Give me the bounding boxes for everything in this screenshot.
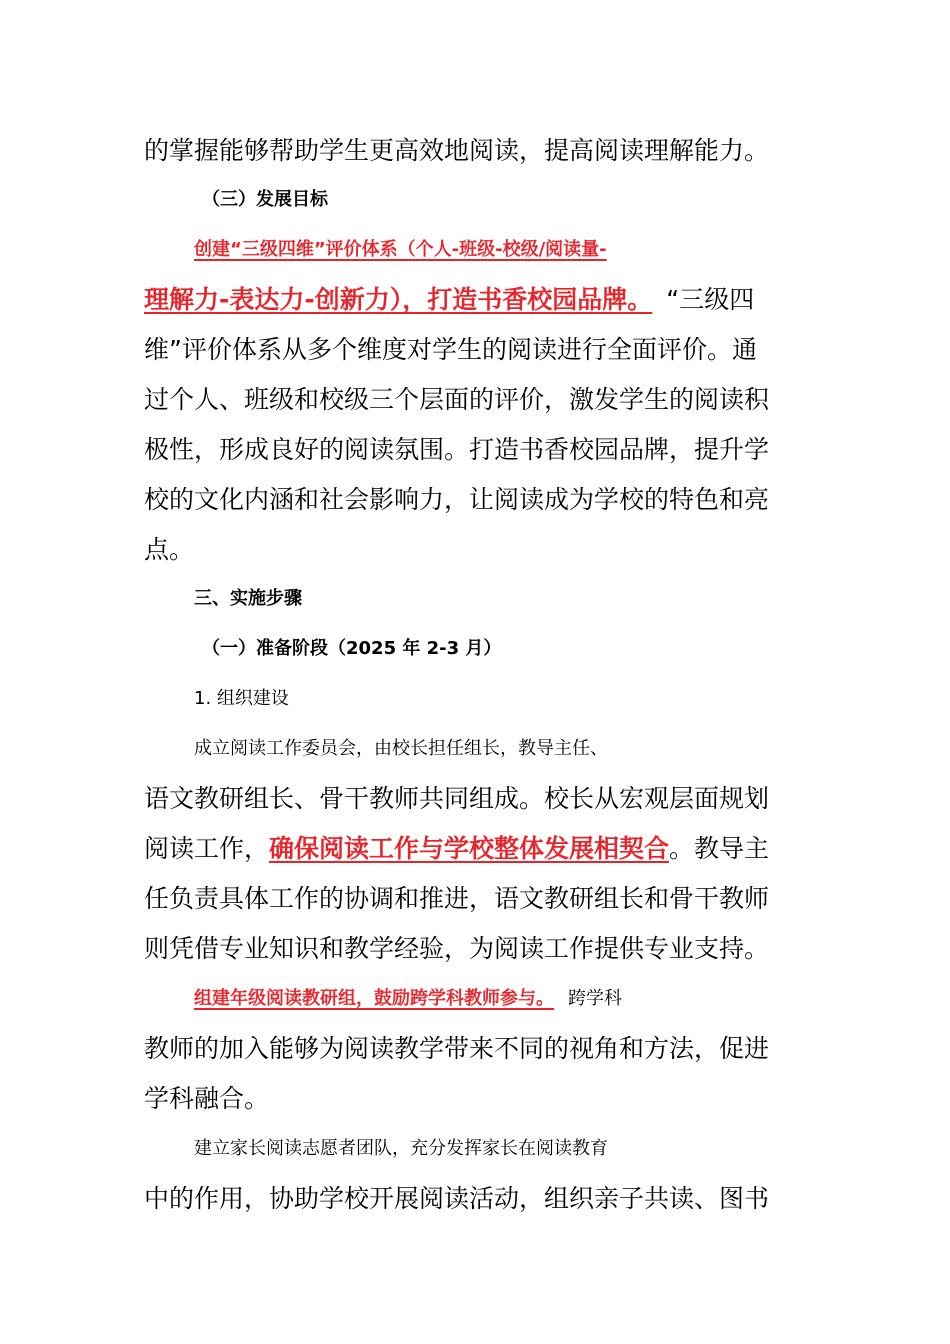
body-text-line <box>194 731 858 767</box>
body-text-line <box>144 332 808 368</box>
text-span: 学科融合。 <box>144 1084 270 1113</box>
text-span: 的掌握能够帮助学生更高效地阅读，提高阅读理解能力。 <box>144 136 770 165</box>
body-text-line <box>194 232 858 268</box>
body-text-line <box>194 981 858 1017</box>
text-span: 语文教研组长、骨干教师共同组成。校长从宏观层面规划 <box>144 784 770 813</box>
text-span: 校的文化内涵和社会影响力，让阅读成为学校的特色和亮 <box>144 485 770 514</box>
body-text-line <box>144 482 808 518</box>
text-span: 点。 <box>144 535 195 564</box>
body-text-line <box>144 1181 808 1217</box>
section-heading-preparation-stage <box>202 631 866 667</box>
text-span: 跨学科 <box>568 988 622 1009</box>
body-text-line <box>144 432 808 468</box>
subheading-organization <box>194 681 858 717</box>
text-span: 则凭借专业知识和教学经验，为阅读工作提供专业支持。 <box>144 934 770 963</box>
heading-text: （三）发展目标 <box>202 189 328 210</box>
highlighted-text: 确保阅读工作与学校整体发展相契合 <box>269 834 670 863</box>
body-text-line <box>144 881 808 917</box>
text-span: 。教导主 <box>669 834 770 863</box>
text-span: “三级四 <box>666 285 755 314</box>
body-text-line <box>194 1131 858 1167</box>
text-span: 中的作用，协助学校开展阅读活动，组织亲子共读、图书 <box>144 1184 770 1213</box>
heading-text: 1. 组织建设 <box>194 688 289 709</box>
body-text-line <box>144 133 808 169</box>
text-span: 教师的加入能够为阅读教学带来不同的视角和方法，促进 <box>144 1034 770 1063</box>
highlighted-text: 组建年级阅读教研组，鼓励跨学科教师参与。 <box>194 988 554 1009</box>
text-span: 阅读工作， <box>144 834 270 863</box>
body-text-line <box>144 831 808 867</box>
body-text-line <box>144 282 808 318</box>
body-text-line <box>144 781 808 817</box>
body-text-line <box>144 1031 808 1067</box>
highlighted-text: 理解力-表达力-创新力），打造书香校园品牌。 <box>144 285 653 314</box>
body-text-line <box>144 1081 808 1117</box>
text-span: 过个人、班级和校级三个层面的评价，激发学生的阅读积 <box>144 385 770 414</box>
body-text-line <box>144 931 808 967</box>
text-span: 维”评价体系从多个维度对学生的阅读进行全面评价。通 <box>144 335 757 364</box>
text-span: 成立阅读工作委员会，由校长担任组长，教导主任、 <box>194 738 608 759</box>
section-heading-implementation-steps <box>194 581 858 617</box>
body-text-line <box>144 532 808 568</box>
text-span: 建立家长阅读志愿者团队，充分发挥家长在阅读教育 <box>194 1138 608 1159</box>
section-heading-development-goals <box>202 182 866 218</box>
text-span: 任负责具体工作的协调和推进，语文教研组长和骨干教师 <box>144 884 770 913</box>
highlighted-text: 创建“三级四维”评价体系（个人-班级-校级/阅读量- <box>194 239 607 260</box>
text-span: 极性，形成良好的阅读氛围。打造书香校园品牌，提升学 <box>144 435 770 464</box>
heading-text: 三、实施步骤 <box>194 588 302 609</box>
heading-text: （一）准备阶段（2025 年 2-3 月） <box>202 638 502 659</box>
body-text-line <box>144 382 808 418</box>
